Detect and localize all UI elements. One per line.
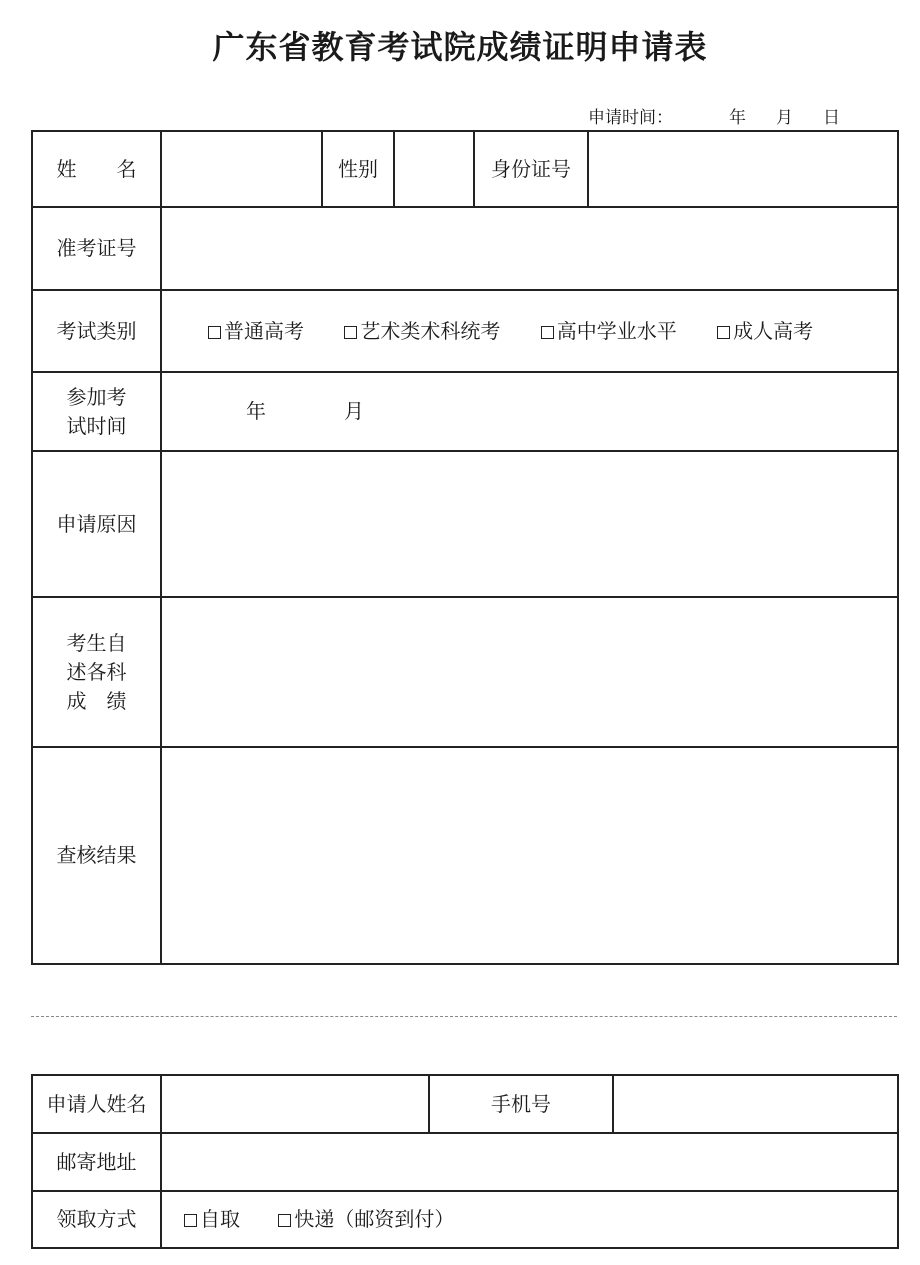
pickup-option-label: 自取 — [200, 1207, 240, 1231]
checkbox-icon[interactable] — [344, 326, 357, 339]
verify-result-label: 查核结果 — [32, 747, 161, 964]
exam-type-option-label: 成人高考 — [733, 318, 814, 343]
id-number-label: 身份证号 — [474, 131, 588, 207]
address-field[interactable] — [161, 1133, 898, 1191]
ticket-number-label: 准考证号 — [32, 207, 161, 290]
scores-label-line: 考生自 — [66, 630, 127, 655]
exam-time-field[interactable] — [161, 372, 898, 451]
exam-type-label: 考试类别 — [32, 290, 161, 372]
pickup-option-express[interactable] — [278, 1205, 454, 1234]
pickup-option-self[interactable] — [184, 1205, 240, 1234]
applicant-name-label: 申请人姓名 — [32, 1075, 161, 1133]
pickup-method-label: 领取方式 — [32, 1191, 161, 1248]
exam-type-option-label: 艺术类术科统考 — [360, 318, 501, 343]
phone-label: 手机号 — [429, 1075, 613, 1133]
cut-line — [31, 1016, 897, 1017]
exam-time-label-line: 试时间 — [66, 413, 127, 438]
reason-label: 申请原因 — [32, 451, 161, 597]
mailing-table — [31, 1074, 899, 1249]
form-title: 广东省教育考试院成绩证明申请表 — [212, 28, 708, 66]
verify-result-field — [161, 747, 898, 964]
apply-date-year: 年 — [729, 107, 746, 128]
exam-type-option[interactable] — [541, 317, 677, 346]
exam-type-option[interactable] — [208, 317, 304, 346]
id-number-field[interactable] — [588, 131, 898, 207]
address-label: 邮寄地址 — [32, 1133, 161, 1191]
scores-field[interactable] — [161, 597, 898, 747]
apply-date-day: 日 — [823, 107, 840, 128]
apply-date-month: 月 — [776, 107, 793, 128]
checkbox-icon[interactable] — [278, 1214, 291, 1227]
application-table — [31, 130, 899, 965]
checkbox-icon[interactable] — [184, 1214, 197, 1227]
checkbox-icon[interactable] — [208, 326, 221, 339]
exam-type-option[interactable] — [344, 317, 500, 346]
scores-label-line: 成 绩 — [66, 688, 127, 713]
ticket-number-field[interactable] — [161, 207, 898, 290]
gender-label: 性别 — [322, 131, 394, 207]
scores-label — [32, 597, 161, 747]
exam-time-label — [32, 372, 161, 451]
exam-time-year: 年 — [246, 399, 266, 423]
apply-date — [588, 103, 840, 127]
exam-type-option-label: 普通高考 — [224, 318, 304, 343]
pickup-method-options — [161, 1191, 898, 1248]
exam-time-month: 月 — [344, 399, 364, 423]
applicant-name-field[interactable] — [161, 1075, 429, 1133]
gender-field[interactable] — [394, 131, 474, 207]
exam-time-label-line: 参加考 — [66, 384, 127, 409]
scores-label-line: 述各科 — [66, 659, 127, 684]
checkbox-icon[interactable] — [541, 326, 554, 339]
exam-type-option[interactable] — [717, 317, 813, 346]
name-label: 姓 名 — [32, 131, 161, 207]
exam-type-options — [161, 290, 898, 372]
reason-field[interactable] — [161, 451, 898, 597]
pickup-option-label: 快递（邮资到付） — [294, 1207, 455, 1231]
exam-type-option-label: 高中学业水平 — [556, 318, 677, 343]
phone-field[interactable] — [613, 1075, 898, 1133]
apply-date-label: 申请时间： — [588, 107, 673, 128]
checkbox-icon[interactable] — [717, 326, 730, 339]
name-field[interactable] — [161, 131, 322, 207]
